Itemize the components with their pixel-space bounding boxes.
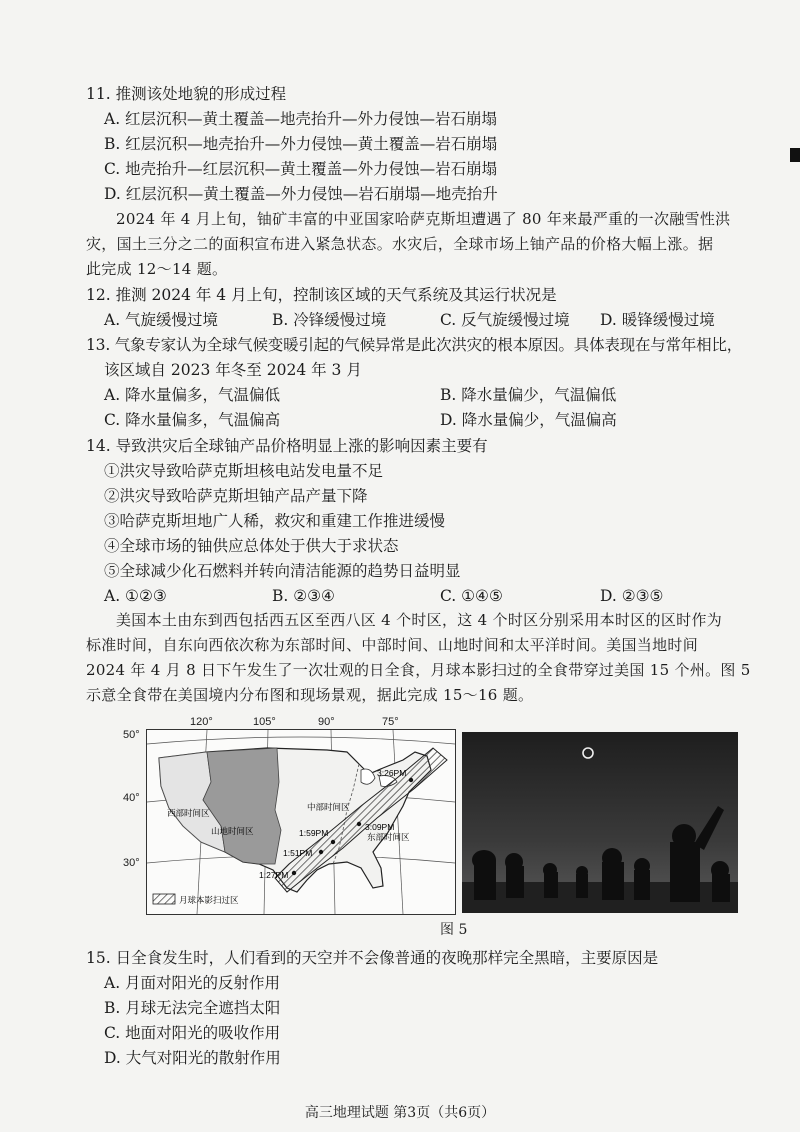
q15-option-c: C. 地面对阳光的吸收作用 <box>104 1024 281 1042</box>
passage1-line: 2024 年 4 月上旬，铀矿丰富的中亚国家哈萨克斯坦遭遇了 80 年来最严重的一次融雪性洪 <box>116 210 731 228</box>
q11-option-a: A. 红层沉积—黄土覆盖—地壳抬升—外力侵蚀—岩石崩塌 <box>104 110 498 128</box>
q14-item-4: ④全球市场的铀供应总体处于供大于求状态 <box>104 537 399 555</box>
q13-option-a: A. 降水量偏多，气温偏低 <box>104 386 281 404</box>
label-pacific-zone: 西部时间区 <box>167 808 210 818</box>
q13-stem: 13. 气象专家认为全球气候变暖引起的气候异常是此次洪灾的根本原因。具体表现在与常年相比， <box>86 336 743 354</box>
q15-option-a: A. 月面对阳光的反射作用 <box>104 974 281 992</box>
time-point-127 <box>292 871 296 875</box>
q14-option-d: D. ②③⑤ <box>600 587 664 605</box>
page-footer: 高三地理试题 第3页（共6页） <box>304 1105 496 1121</box>
time-label-151: 1:51PM <box>283 848 313 858</box>
q12-option-b: B. 冷锋缓慢过境 <box>272 311 387 329</box>
legend-label: 月球本影扫过区 <box>179 895 239 905</box>
time-point-326 <box>409 778 413 782</box>
time-point-151 <box>319 850 323 854</box>
q14-item-3: ③哈萨克斯坦地广人稀，救灾和重建工作推进缓慢 <box>104 512 446 530</box>
passage1-line: 此完成 12～14 题。 <box>86 260 228 278</box>
lat-label-40: 40° <box>123 792 140 804</box>
lat-label-50: 50° <box>123 729 140 741</box>
q12-option-d: D. 暖锋缓慢过境 <box>600 311 715 329</box>
q12-stem: 12. 推测 2024 年 4 月上旬，控制该区域的天气系统及其运行状况是 <box>86 286 557 304</box>
q15-option-b: B. 月球无法完全遮挡太阳 <box>104 999 281 1017</box>
label-eastern-zone: 东部时间区 <box>367 832 410 842</box>
q13-option-c: C. 降水量偏多，气温偏高 <box>104 411 281 429</box>
q15-option-d: D. 大气对阳光的散射作用 <box>104 1049 281 1067</box>
q13-option-d: D. 降水量偏少，气温偏高 <box>440 411 617 429</box>
eclipse-scene-photo <box>462 732 738 913</box>
time-point-309 <box>357 822 361 826</box>
lon-label-105: 105° <box>253 716 276 728</box>
q14-item-1: ①洪灾导致哈萨克斯坦核电站发电量不足 <box>104 462 384 480</box>
q14-stem: 14. 导致洪灾后全球铀产品价格明显上涨的影响因素主要有 <box>86 437 488 455</box>
q14-option-a: A. ①②③ <box>104 587 167 605</box>
q11-option-d: D. 红层沉积—黄土覆盖—外力侵蚀—岩石崩塌—地壳抬升 <box>104 185 498 203</box>
q13-stem-continued: 该区域自 2023 年冬至 2024 年 3 月 <box>104 361 362 379</box>
figure-caption: 图 5 <box>440 922 468 938</box>
passage2-line: 2024 年 4 月 8 日下午发生了一次壮观的日全食，月球本影扫过的全食带穿过美国 15 个州。图 5 <box>86 661 751 679</box>
q15-stem: 15. 日全食发生时，人们看到的天空并不会像普通的夜晚那样完全黑暗，主要原因是 <box>86 949 659 967</box>
q12-option-a: A. 气旋缓慢过境 <box>104 311 219 329</box>
q13-option-b: B. 降水量偏少，气温偏低 <box>440 386 617 404</box>
time-label-309: 3:09PM <box>365 822 395 832</box>
passage2-line: 标准时间，自东向西依次称为东部时间、中部时间、山地时间和太平洋时间。美国当地时间 <box>86 636 699 654</box>
time-label-127: 1:27PM <box>259 870 289 880</box>
passage1-line: 灾，国土三分之二的面积宣布进入紧急状态。水灾后，全球市场上铀产品的价格大幅上涨。据 <box>86 235 714 253</box>
legend-swatch <box>153 894 175 904</box>
lon-label-75: 75° <box>382 716 399 728</box>
q14-item-2: ②洪灾导致哈萨克斯坦铀产品产量下降 <box>104 487 368 505</box>
passage-eclipse <box>86 608 758 708</box>
photo-svg <box>462 732 738 913</box>
q11-stem: 11. 推测该处地貌的形成过程 <box>86 85 287 103</box>
q12-option-c: C. 反气旋缓慢过境 <box>440 311 570 329</box>
parallel-50 <box>147 737 455 744</box>
label-mountain-zone: 山地时间区 <box>211 826 254 836</box>
q14-item-5: ⑤全球减少化石燃料并转向清洁能源的趋势日益明显 <box>104 562 461 580</box>
lon-label-90: 90° <box>318 716 335 728</box>
time-label-159: 1:59PM <box>299 828 329 838</box>
time-label-326: 3:26PM <box>377 768 407 778</box>
q14-option-c: C. ①④⑤ <box>440 587 503 605</box>
passage2-line: 美国本土由东到西包括西五区至西八区 4 个时区，这 4 个时区分别采用本时区的区时作为 <box>116 611 723 629</box>
map-svg <box>147 730 455 914</box>
q14-option-b: B. ②③④ <box>272 587 335 605</box>
passage-kazakhstan <box>86 207 758 282</box>
time-point-159 <box>331 840 335 844</box>
lat-label-30: 30° <box>123 857 140 869</box>
label-central-zone: 中部时间区 <box>307 802 350 812</box>
lon-label-120: 120° <box>190 716 213 728</box>
q11-option-b: B. 红层沉积—地壳抬升—外力侵蚀—黄土覆盖—岩石崩塌 <box>104 135 498 153</box>
page-edge-mark <box>790 148 800 162</box>
passage2-line: 示意全食带在美国境内分布图和现场景观，据此完成 15～16 题。 <box>86 686 534 704</box>
eclipse-path-map <box>146 729 456 915</box>
q11-option-c: C. 地壳抬升—红层沉积—黄土覆盖—外力侵蚀—岩石崩塌 <box>104 160 498 178</box>
